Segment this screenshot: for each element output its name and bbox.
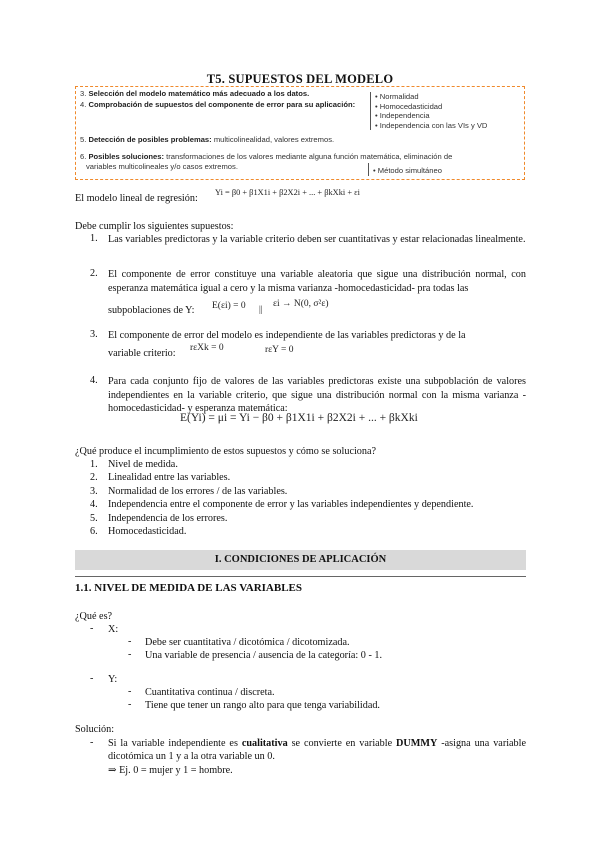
consequences-list xyxy=(90,458,473,538)
list-item: 5. Independencia de los errores. xyxy=(90,512,228,524)
formula-expectation-y: E(Yi) = μi = Yi − β0 + β1X1i + β2X2i + ... + βkXki xyxy=(180,412,418,424)
requirements-intro: Debe cumplir los siguientes supuestos: xyxy=(75,221,234,232)
x-label: X: xyxy=(108,624,119,635)
formula-expectation: E(εi) = 0 xyxy=(212,301,246,311)
dash-bullet: - xyxy=(128,649,132,660)
summary-item: 6. Posibles soluciones: transformaciones de los valores mediante alguna función matemática, eliminación de xyxy=(80,152,453,161)
requirement-item: Para cada conjunto fijo de valores de las variables predictoras existe una subpoblación de valores independientes en la variable criterio, que sigue una distribución normal con la misma varianza -homocedasticidad- y esperanza matemática: xyxy=(108,376,526,415)
model-label: El modelo lineal de regresión: xyxy=(75,193,198,204)
summary-item: 5. Detección de posibles problemas: multicolinealidad, valores extremos. xyxy=(80,135,335,144)
list-item: 6. Homocedasticidad. xyxy=(90,526,187,538)
dash-bullet: - xyxy=(90,737,94,748)
side-item: • Homocedasticidad xyxy=(375,101,443,111)
list-number: 4. xyxy=(90,375,98,386)
y-label: Y: xyxy=(108,674,118,685)
divider xyxy=(75,576,526,577)
summary-side-list xyxy=(370,92,487,130)
list-number: 1. xyxy=(90,233,98,244)
side-item: • Independencia xyxy=(375,111,430,120)
list-item: 4. Independencia entre el componente de error y las variables independientes y dependiente. xyxy=(90,499,474,511)
summary-item: 3. Selección del modelo matemático más adecuado a los datos. xyxy=(80,89,310,98)
dash-bullet: - xyxy=(90,673,94,684)
requirement-item: El componente de error del modelo es independiente de las variables predictoras y de la xyxy=(108,330,466,341)
model-formula: Yi = β0 + β1X1i + β2X2i + ... + βkXki + εi xyxy=(215,188,360,197)
summary-list-lower xyxy=(80,135,520,171)
y-item: Tiene que tener un rango alto para que tenga variabilidad. xyxy=(145,700,380,711)
method-note: • Método simultáneo xyxy=(368,163,442,176)
consequences-question: ¿Qué produce el incumplimiento de estos supuestos y cómo se soluciona? xyxy=(75,446,377,457)
solution-label: Solución: xyxy=(75,724,115,735)
side-item: • Normalidad xyxy=(375,92,419,101)
requirement-tail: variable criterio: xyxy=(108,348,176,359)
dash-bullet: - xyxy=(128,699,132,710)
list-number: 2. xyxy=(90,268,98,279)
list-item: 2. Linealidad entre las variables. xyxy=(90,472,231,484)
dash-bullet: - xyxy=(128,686,132,697)
dash-bullet: - xyxy=(128,636,132,647)
requirement-item: Las variables predictoras y la variable criterio deben ser cuantitativas y estar relacionadas linealmente. xyxy=(108,234,526,245)
dash-bullet: - xyxy=(90,623,94,634)
page-title: T5. SUPUESTOS DEL MODELO xyxy=(206,72,394,86)
summary-item: variables multicolineales y/o casos extremos. xyxy=(86,161,238,171)
x-item: Una variable de presencia / ausencia de la categoría: 0 - 1. xyxy=(145,650,383,661)
side-item: • Independencia con las VIs y VD xyxy=(375,120,488,130)
summary-item: 4. Comprobación de supuestos del componente de error para su aplicación: xyxy=(80,100,356,109)
summary-list xyxy=(80,89,370,111)
subsection-heading: 1.1. NIVEL DE MEDIDA DE LAS VARIABLES xyxy=(75,582,302,594)
y-item: Cuantitativa continua / discreta. xyxy=(145,687,275,698)
requirement-item: El componente de error constituye una variable aleatoria que sigue una distribución normal, con esperanza matemática igual a cero y la misma varianza -homocedasticidad- pra todas las xyxy=(108,269,526,294)
formula-normal: εi → N(0, σ²ε) xyxy=(273,299,329,309)
formula-separator: || xyxy=(259,304,263,314)
formula-independence-x: rεXk = 0 xyxy=(190,343,224,353)
list-number: 3. xyxy=(90,329,98,340)
solution-text: Si la variable independiente es cualitativa se convierte en variable DUMMY -asigna una variable dicotómica un 1 y a la otra variable un 0. xyxy=(108,738,527,763)
list-item: 1. Nivel de medida. xyxy=(90,459,178,470)
solution-example: ⇒ Ej. 0 = mujer y 1 = hombre. xyxy=(108,765,233,776)
what-question: ¿Qué es? xyxy=(75,611,113,622)
list-item: 3. Normalidad de los errores / de las variables. xyxy=(90,485,288,497)
section-heading: I. CONDICIONES DE APLICACIÓN xyxy=(75,550,526,570)
formula-independence-y: rεY = 0 xyxy=(265,345,294,355)
requirement-tail: subpoblaciones de Y: xyxy=(108,305,195,316)
x-item: Debe ser cuantitativa / dicotómica / dicotomizada. xyxy=(145,637,350,648)
